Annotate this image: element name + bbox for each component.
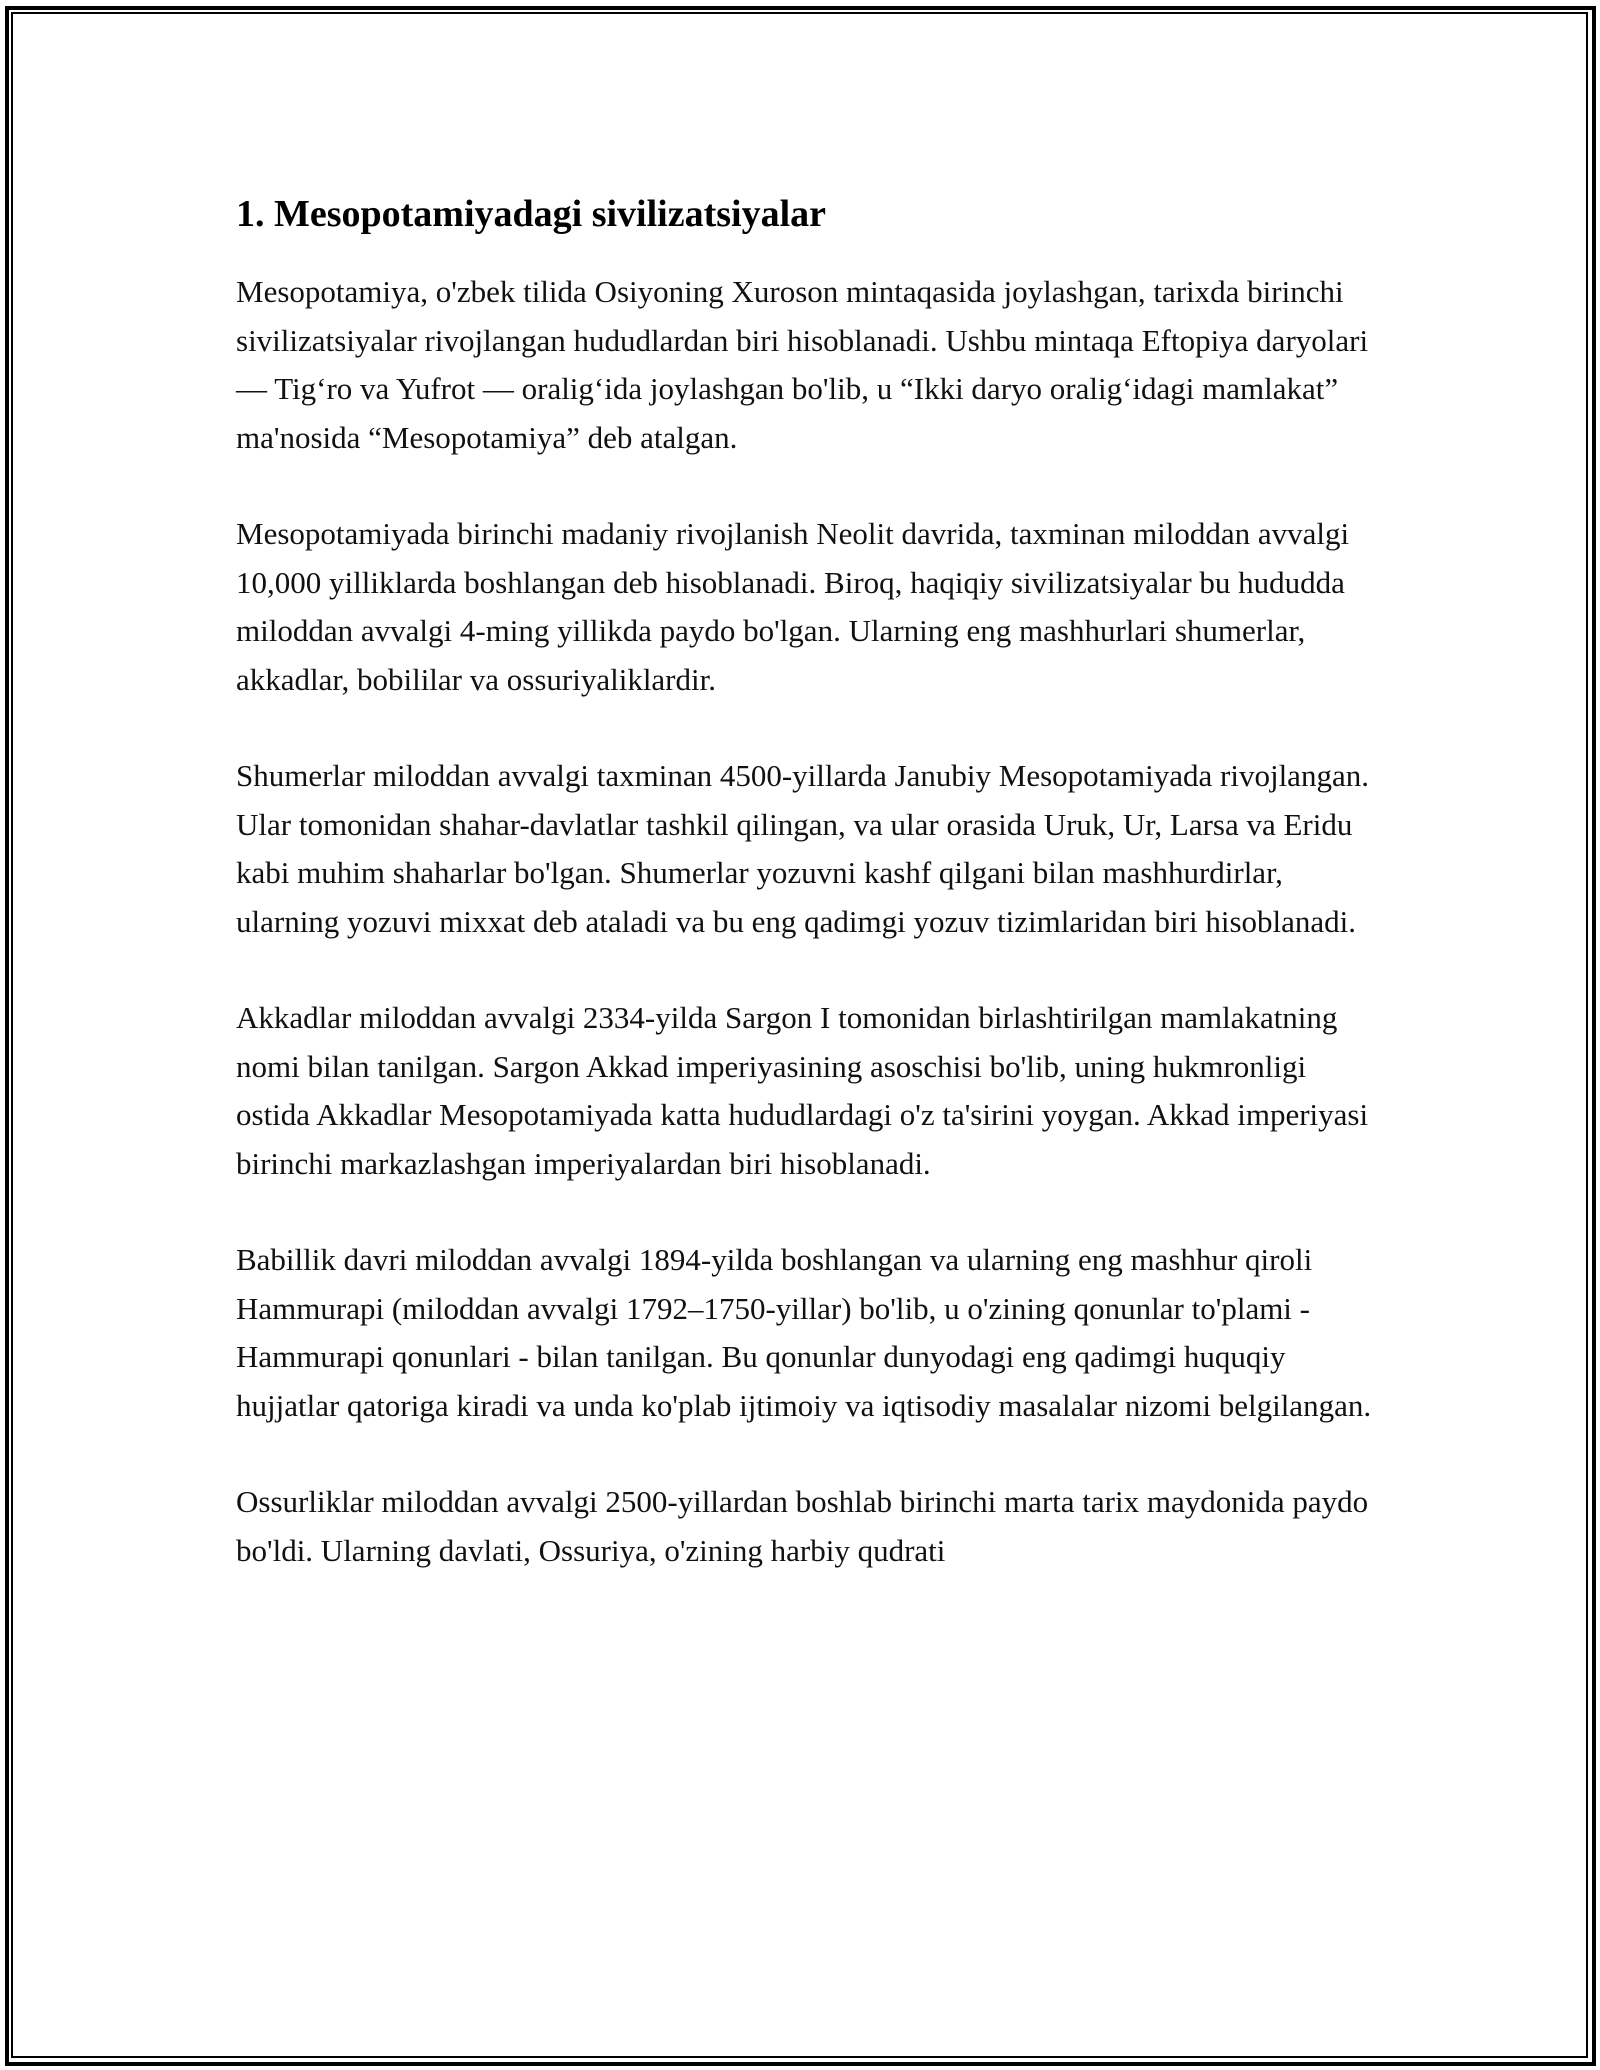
paragraph-akkadians: Akkadlar miloddan avvalgi 2334-yilda Sargon I tomonidan birlashtirilgan mamlakatning nomi bilan tanilgan. Sargon Akkad imperiyasining asoschisi bo'lib, uning hukmronligi ostida Akkadlar Mesopotamiyada katta hududlardagi o'z ta'sirini yoygan. Akkad imperiyasi birinchi markazlashgan imperiyalardan biri hisoblanadi. <box>236 1000 1369 1181</box>
paragraph-babylonians: Babillik davri miloddan avvalgi 1894-yilda boshlangan va ularning eng mashhur qiroli Hammurapi (miloddan avvalgi 1792–1750-yillar) bo'lib, u o'zining qonunlar to'plami - Hammurapi qonunlari - bilan tanilgan. Bu qonunlar dunyodagi eng qadimgi huquqiy hujjatlar qatoriga kiradi va unda ko'plab ijtimoiy va iqtisodiy masalalar nizomi belgilangan. <box>236 1242 1372 1423</box>
paragraph-sumerians: Shumerlar miloddan avvalgi taxminan 4500-yillarda Janubiy Mesopotamiyada rivojlangan. Ular tomonidan shahar-davlatlar tashkil qilingan, va ular orasida Uruk, Ur, Larsa va Eridu kabi muhim shaharlar bo'lgan. Shumerlar yozuvni kashf qilgani bilan mashhurdirlar, ularning yozuvi mixxat deb ataladi va bu eng qadimgi yozuv tizimlaridan biri hisoblanadi. <box>236 758 1369 939</box>
paragraph-neolithic: Mesopotamiyada birinchi madaniy rivojlanish Neolit davrida, taxminan miloddan avvalgi 10,000 yilliklarda boshlangan deb hisoblanadi. Biroq, haqiqiy sivilizatsiyalar bu hududda miloddan avvalgi 4-ming yillikda paydo bo'lgan. Ularning eng mashhurlari shumerlar, akkadlar, bobililar va ossuriyaliklardir. <box>236 516 1350 697</box>
document-body <box>236 188 1376 1623</box>
section-heading: 1. Mesopotamiyadagi sivilizatsiyalar <box>236 193 827 235</box>
paragraph-assyrians: Ossurliklar miloddan avvalgi 2500-yillardan boshlab birinchi marta tarix maydonida paydo bo'ldi. Ularning davlati, Ossuriya, o'zining harbiy qudrati <box>236 1484 1369 1568</box>
paragraph-mesopotamia-intro: Mesopotamiya, o'zbek tilida Osiyoning Xuroson mintaqasida joylashgan, tarixda birinchi sivilizatsiyalar rivojlangan hududlardan biri hisoblanadi. Ushbu mintaqa Eftopiya daryolari — Tig‘ro va Yufrot — oralig‘ida joylashgan bo'lib, u “Ikki daryo oralig‘idagi mamlakat” ma'nosida “Mesopotamiya” deb atalgan. <box>236 274 1369 455</box>
